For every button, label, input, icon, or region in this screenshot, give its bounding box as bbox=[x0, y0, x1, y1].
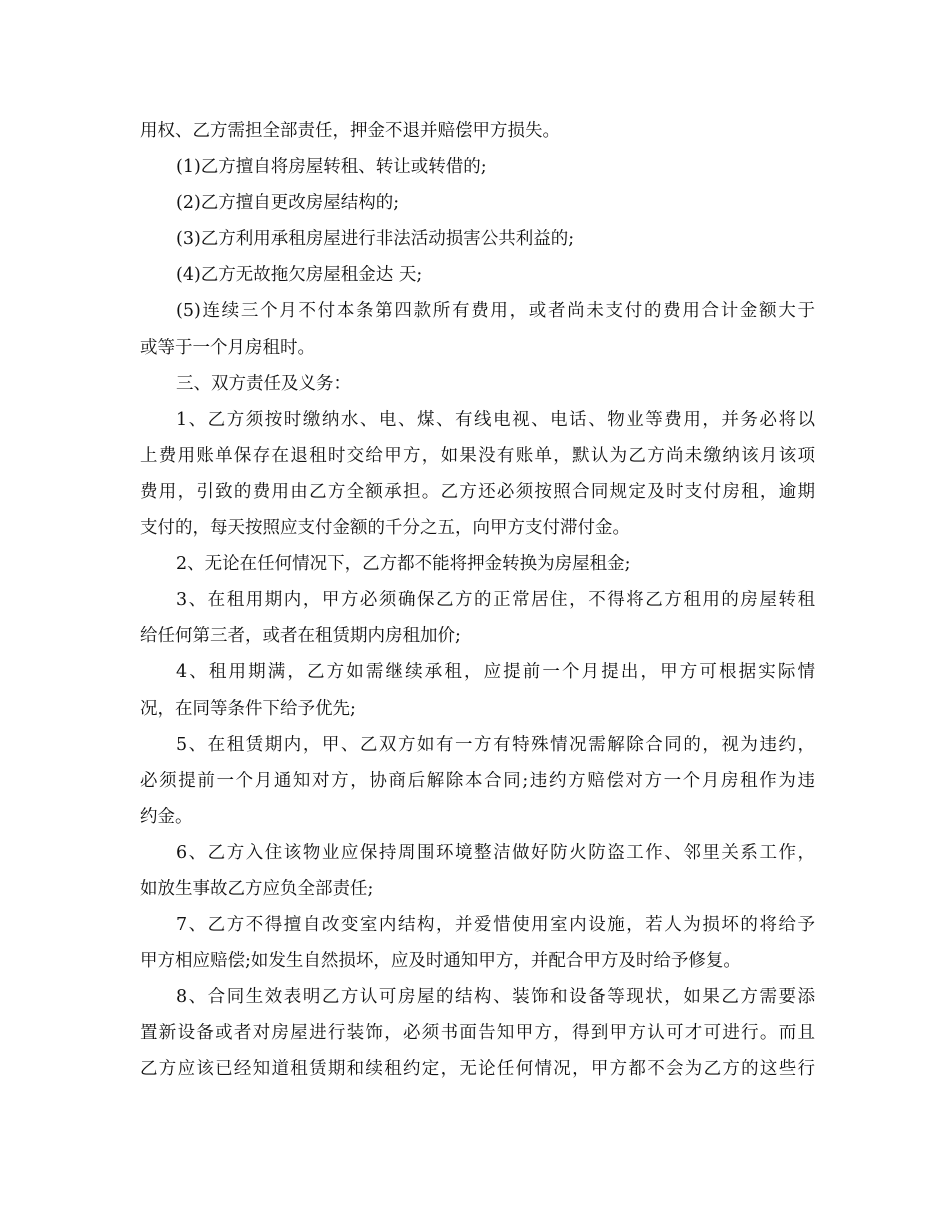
text-line: (3)乙方利用承租房屋进行非法活动损害公共利益的; bbox=[176, 229, 575, 250]
text-line: 必须提前一个月通知对方，协商后解除本合同;违约方赔偿对方一个月房租作为违 bbox=[140, 770, 815, 791]
text-line: 1、乙方须按时缴纳水、电、煤、有线电视、电话、物业等费用，并务必将以 bbox=[176, 409, 815, 430]
text-line: 5、在租赁期内，甲、乙双方如有一方有特殊情况需解除合同的，视为违约， bbox=[176, 734, 815, 755]
section-heading: 三、双方责任及义务： bbox=[176, 373, 351, 394]
text-line: 2、无论在任何情况下，乙方都不能将押金转换为房屋租金; bbox=[176, 554, 631, 575]
text-line: 甲方相应赔偿;如发生自然损坏，应及时通知甲方，并配合甲方及时给予修复。 bbox=[140, 951, 741, 972]
text-line: (5)连续三个月不付本条第四款所有费用，或者尚未支付的费用合计金额大于 bbox=[176, 301, 815, 322]
text-line: 3、在租用期内，甲方必须确保乙方的正常居住，不得将乙方租用的房屋转租 bbox=[176, 590, 815, 611]
text-line: 况，在同等条件下给予优先; bbox=[140, 698, 356, 719]
text-line: 7、乙方不得擅自改变室内结构，并爱惜使用室内设施，若人为损坏的将给予 bbox=[176, 915, 815, 936]
text-line: 约金。 bbox=[140, 806, 193, 827]
text-line: 4、租用期满，乙方如需继续承租，应提前一个月提出，甲方可根据实际情 bbox=[176, 662, 815, 683]
text-line: 6、乙方入住该物业应保持周围环境整洁做好防火防盗工作、邻里关系工作， bbox=[176, 842, 815, 863]
text-line: 如放生事故乙方应负全部责任; bbox=[140, 878, 374, 899]
text-line: 给任何第三者，或者在租赁期内房租加价; bbox=[140, 626, 461, 647]
text-line: 支付的，每天按照应支付金额的千分之五，向甲方支付滞付金。 bbox=[140, 518, 630, 539]
text-line: 或等于一个月房租时。 bbox=[140, 337, 315, 358]
text-line: (2)乙方擅自更改房屋结构的; bbox=[176, 193, 400, 214]
text-line: 费用，引致的费用由乙方全额承担。乙方还必须按照合同规定及时支付房租，逾期 bbox=[140, 481, 815, 502]
text-line: 用权、乙方需担全部责任，押金不退并赔偿甲方损失。 bbox=[140, 121, 560, 141]
document-body bbox=[140, 113, 815, 1088]
text-line: 置新设备或者对房屋进行装饰，必须书面告知甲方，得到甲方认可才可进行。而且 bbox=[140, 1023, 815, 1044]
text-line: (4)乙方无故拖欠房屋租金达 天; bbox=[176, 265, 423, 286]
text-line: 上费用账单保存在退租时交给甲方，如果没有账单，默认为乙方尚未缴纳该月该项 bbox=[140, 445, 815, 466]
text-line: 8、合同生效表明乙方认可房屋的结构、装饰和设备等现状，如果乙方需要添 bbox=[176, 987, 815, 1008]
text-line: (1)乙方擅自将房屋转租、转让或转借的; bbox=[176, 157, 487, 178]
text-line: 乙方应该已经知道租赁期和续租约定，无论任何情况，甲方都不会为乙方的这些行 bbox=[140, 1059, 815, 1080]
